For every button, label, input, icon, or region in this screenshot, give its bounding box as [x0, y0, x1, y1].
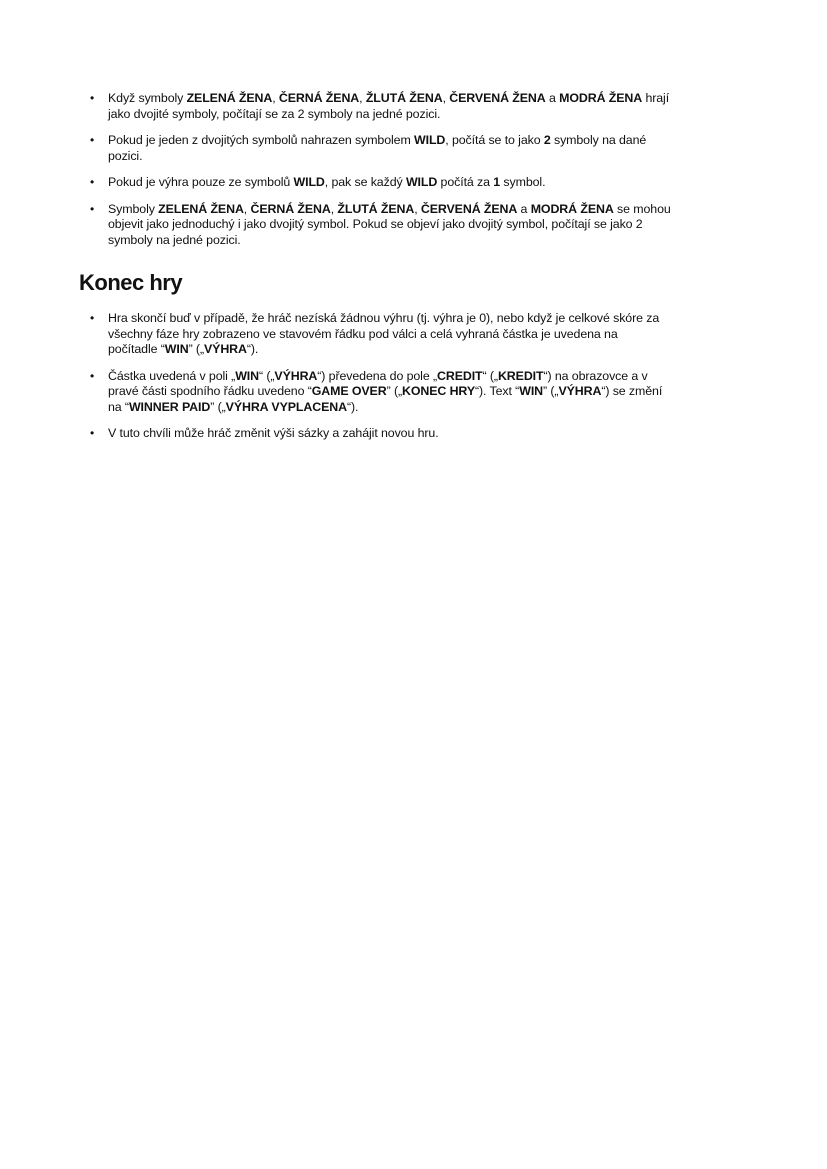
bold-term: VÝHRA [558, 384, 602, 398]
bold-term: WINNER PAID [128, 399, 211, 414]
text-line [108, 342, 753, 358]
bullet-icon: • [90, 368, 95, 383]
bold-term: VÝHRA [274, 368, 318, 383]
text-segment: všechny fáze hry zobrazeno ve stavovém řádku pod válci a celá vyhraná částka je uvedena na [108, 326, 618, 341]
bold-term: WIN [235, 368, 259, 383]
text-segment: , počítá se to jako [445, 133, 544, 147]
list-item [88, 369, 753, 416]
bold-term: 1 [493, 175, 501, 189]
text-segment: symbol. [500, 175, 546, 189]
text-segment: symboly na dané [550, 133, 647, 147]
bold-term: MODRÁ ŽENA [530, 201, 614, 216]
text-segment: hrají [642, 91, 670, 105]
text-line [108, 149, 753, 165]
list-item [88, 311, 753, 358]
list-item [88, 202, 753, 249]
text-segment: V tuto chvíli může hráč změnit výši sázky a zahájit novou hru. [108, 426, 439, 440]
text-segment: ” („ [210, 399, 226, 414]
text-segment: “) na obrazovce a v [543, 368, 648, 383]
bold-term: ŽLUTÁ ŽENA [337, 201, 415, 216]
bold-term: VÝHRA [203, 342, 247, 356]
bold-term: WILD [405, 175, 438, 189]
text-line [108, 175, 753, 191]
text-segment: “). [346, 399, 359, 414]
text-segment: Symboly [108, 201, 159, 216]
text-segment: se mohou [613, 201, 671, 216]
bold-term: WILD [293, 175, 325, 189]
text-segment: pozici. [108, 148, 143, 163]
text-segment: a [545, 91, 560, 105]
text-segment: , [359, 91, 366, 105]
text-line [108, 233, 753, 249]
text-segment: “). [246, 342, 259, 356]
text-segment: symboly na jedné pozici. [108, 232, 241, 247]
text-line [108, 202, 753, 218]
list-item [88, 175, 753, 191]
text-segment: počítadle “ [108, 342, 165, 356]
bold-term: 2 [543, 133, 551, 147]
bold-term: ČERNÁ ŽENA [278, 91, 360, 105]
text-segment: Když symboly [108, 91, 187, 105]
text-segment: , [243, 201, 251, 216]
bullet-icon: • [90, 175, 95, 189]
text-segment: “) se změní [601, 384, 663, 398]
text-segment: “ („ [258, 368, 275, 383]
section-heading-konec-hry: Konec hry [79, 270, 183, 295]
bold-term: GAME OVER [311, 384, 387, 398]
text-segment: ” („ [543, 384, 559, 398]
game-end-rules-list [88, 311, 753, 453]
text-line [108, 400, 753, 416]
bold-term: WILD [414, 133, 446, 147]
text-segment: , pak se každý [324, 175, 406, 189]
bullet-icon: • [90, 201, 95, 216]
text-line [108, 311, 753, 327]
text-segment: , [442, 91, 450, 105]
symbol-rules-list [88, 91, 753, 259]
text-line [108, 133, 753, 149]
bold-term: MODRÁ ŽENA [559, 91, 643, 105]
text-line [108, 426, 753, 442]
bullet-icon: • [90, 426, 95, 440]
bold-term: ČERNÁ ŽENA [250, 201, 331, 216]
text-line [108, 327, 753, 343]
text-line [108, 369, 753, 385]
list-item [88, 91, 753, 122]
bold-term: ČERVENÁ ŽENA [420, 201, 518, 216]
text-segment: objevit jako jednoduchý i jako dvojitý symbol. Pokud se objeví jako dvojitý symbol, počítají se jako 2 [108, 217, 643, 231]
list-item [88, 133, 753, 164]
text-segment: Pokud je výhra pouze ze symbolů [108, 175, 294, 189]
bold-term: KONEC HRY [402, 384, 475, 398]
bold-term: CREDIT [437, 368, 483, 383]
text-segment: , [414, 201, 421, 216]
text-segment: “). Text “ [475, 384, 520, 398]
bold-term: ČERVENÁ ŽENA [449, 91, 546, 105]
text-segment: “ („ [482, 368, 498, 383]
text-segment: na “ [108, 399, 129, 414]
bold-term: VÝHRA VYPLACENA [225, 399, 347, 414]
bullet-icon: • [90, 91, 95, 105]
text-segment: Částka uvedená v poli „ [108, 368, 236, 383]
bold-term: ZELENÁ ŽENA [158, 201, 244, 216]
bullet-icon: • [90, 133, 95, 147]
bold-term: WIN [164, 342, 189, 356]
bold-term: ŽLUTÁ ŽENA [365, 91, 443, 105]
text-segment: Pokud je jeden z dvojitých symbolů nahrazen symbolem [108, 133, 415, 147]
bold-term: ZELENÁ ŽENA [186, 91, 273, 105]
bold-term: KREDIT [497, 368, 544, 383]
text-segment: , [272, 91, 279, 105]
text-segment: ” („ [188, 342, 204, 356]
text-line [108, 217, 753, 233]
text-segment: ” („ [386, 384, 402, 398]
bullet-icon: • [90, 311, 95, 325]
text-line [108, 91, 753, 107]
text-line [108, 107, 753, 123]
text-segment: počítá za [437, 175, 494, 189]
text-line [108, 384, 753, 400]
list-item [88, 426, 753, 442]
text-segment: “) převedena do pole „ [317, 368, 437, 383]
bold-term: WIN [519, 384, 544, 398]
text-segment: , [330, 201, 338, 216]
text-segment: Hra skončí buď v případě, že hráč nezíská žádnou výhru (tj. výhra je 0), nebo když je celkové skóre za [108, 311, 660, 325]
text-segment: jako dvojité symboly, počítají se za 2 symboly na jedné pozici. [108, 106, 441, 121]
text-segment: a [517, 201, 531, 216]
text-segment: pravé části spodního řádku uvedeno “ [108, 384, 312, 398]
